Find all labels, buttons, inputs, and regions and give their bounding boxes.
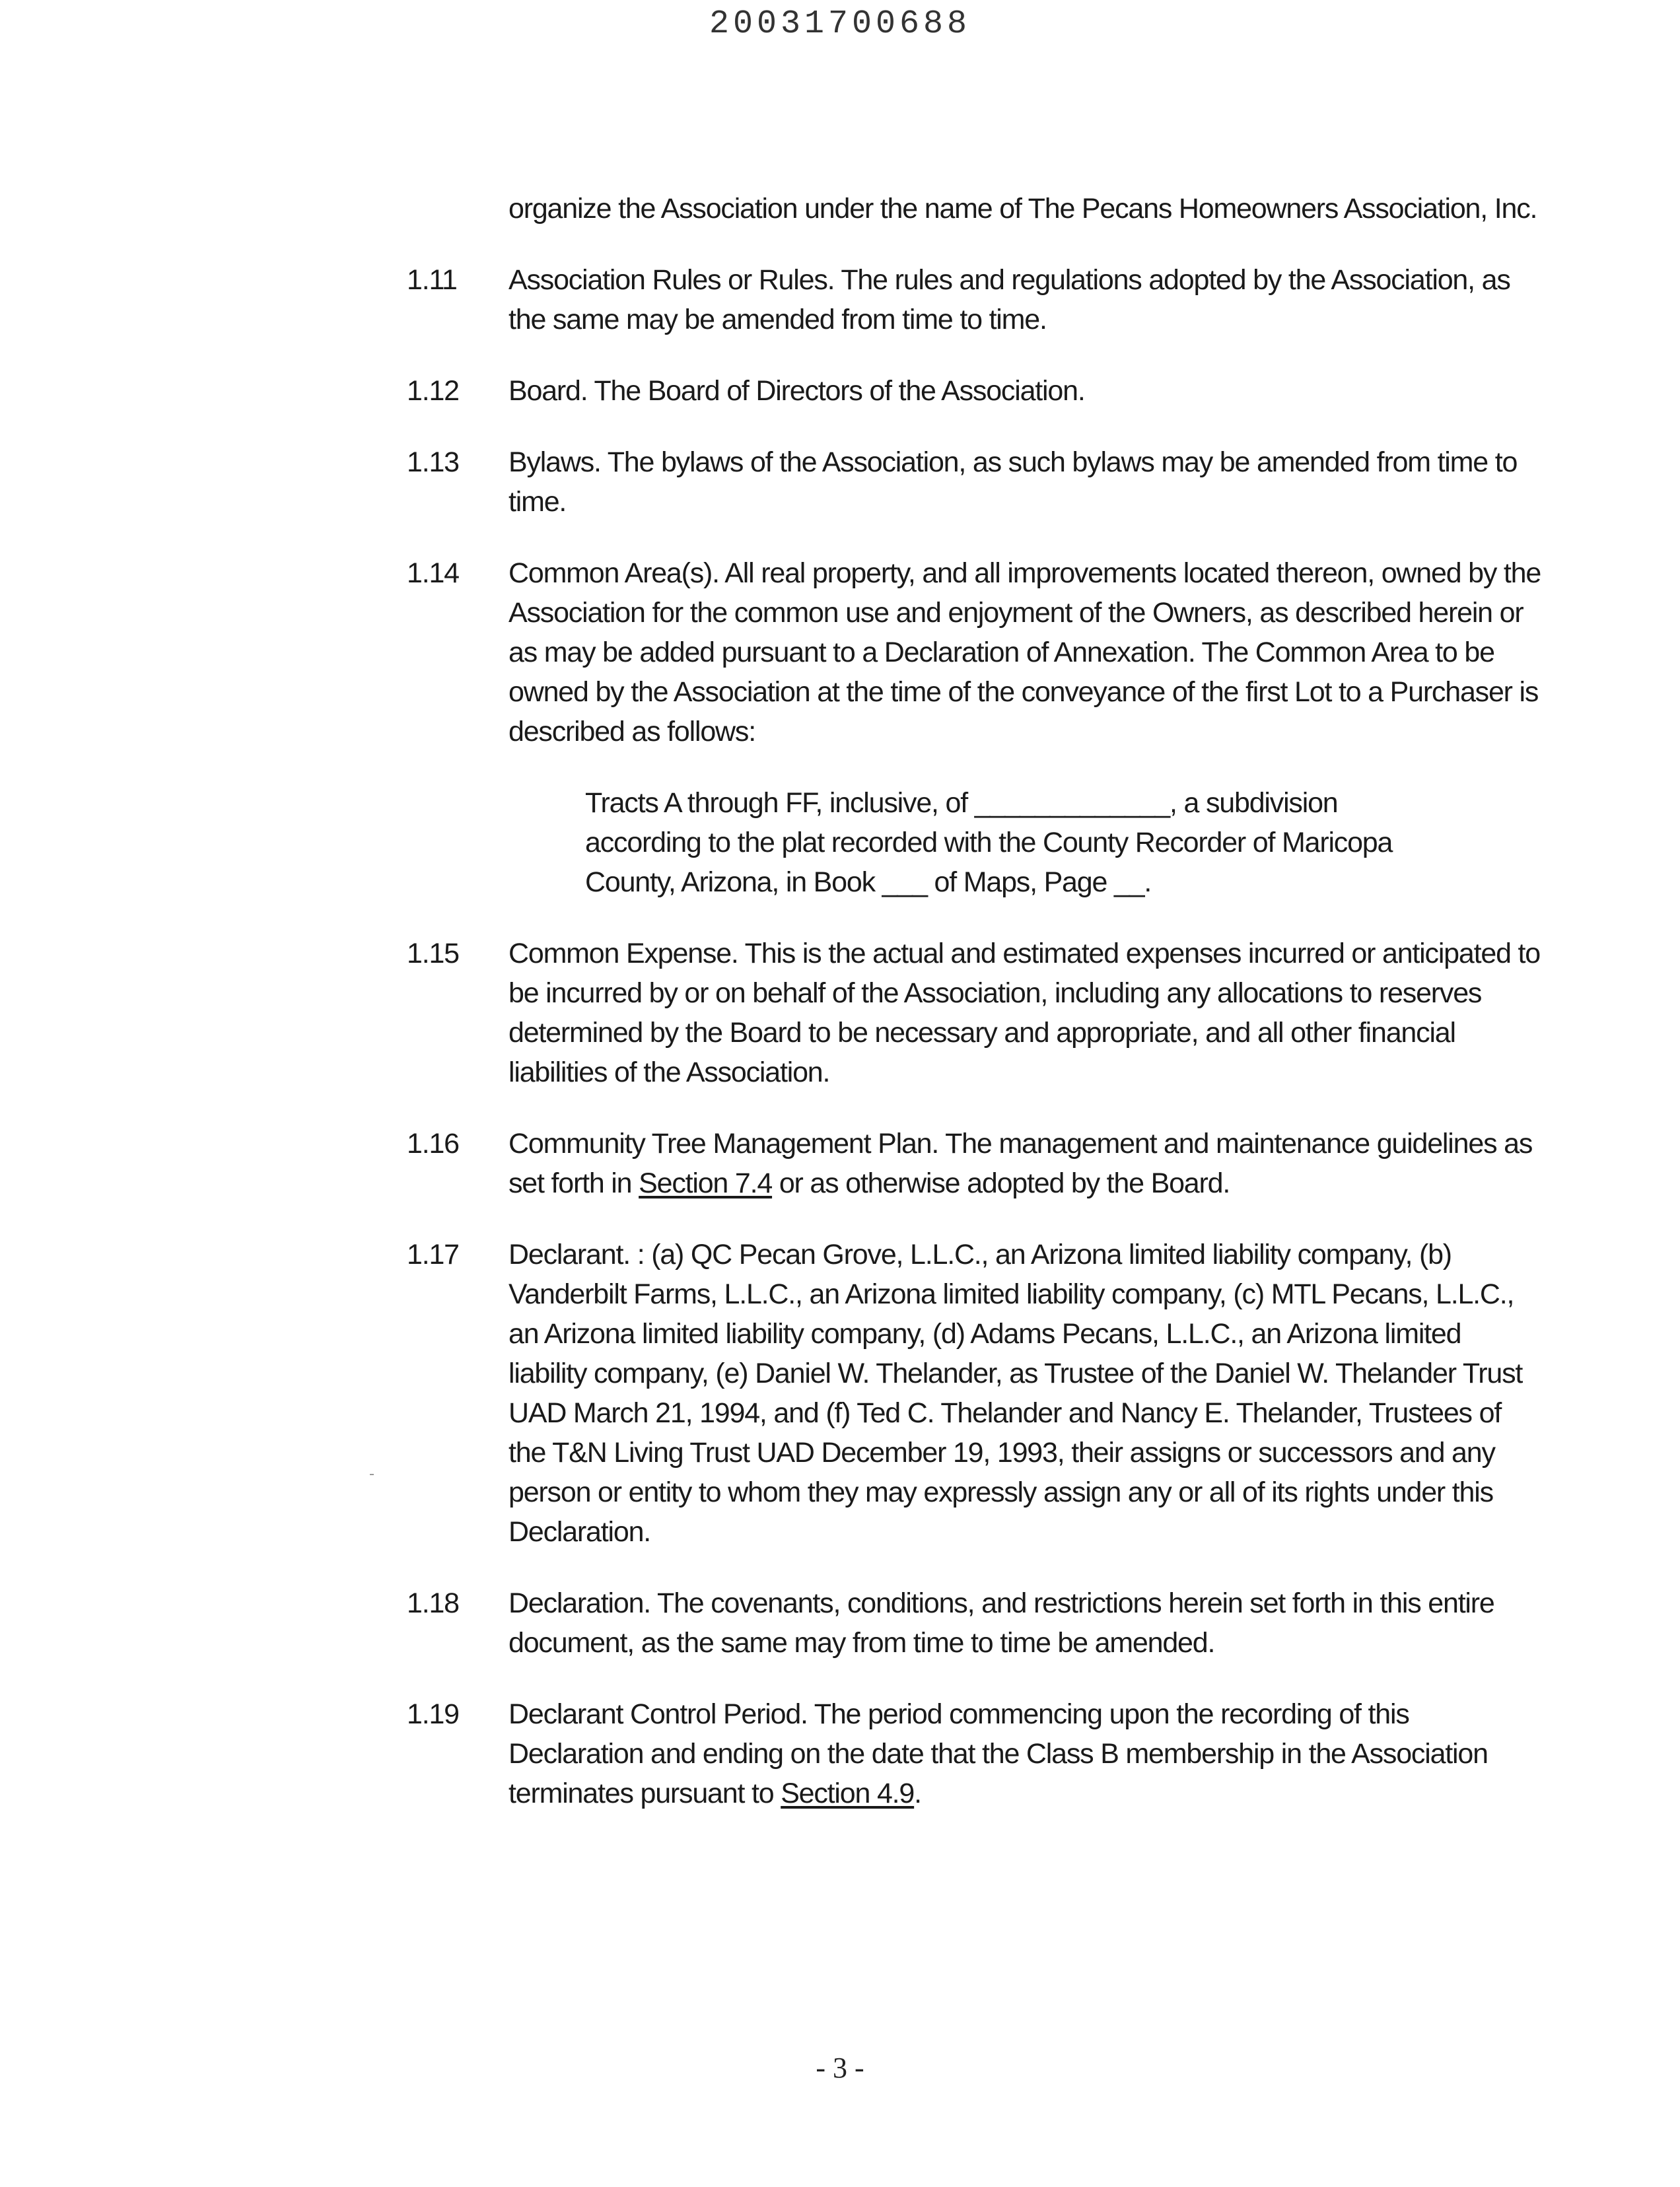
definition-text: Declarant. : (a) QC Pecan Grove, L.L.C., an Arizona limited liability company, (b) Vanderbilt Farms, L.L.C., an Arizona limited liability company, (c) MTL Pecans, L.L.C., an Arizona limited liability company, (d) Adams Pecans, L.L.C., an Arizona limited liability company, (e) Daniel W. Thelander, as Trustee of the Daniel W. Thelander Trust UAD March 21, 1994, and (f) Ted C. Thelander and Nancy E. Thelander, Trustees of the T&N Living Trust UAD December 19, 1993, their assigns or successors and any person or entity to whom they may expressly assign any or all of its rights under this Declaration. — [508, 1239, 1523, 1548]
definition-1-11 — [407, 260, 1543, 339]
definition-text-before: Community Tree Management Plan. The management and maintenance guidelines as set forth in — [508, 1128, 1533, 1199]
section-number: 1.19 — [407, 1698, 459, 1730]
definition-text: Bylaws. The bylaws of the Association, as such bylaws may be amended from time to time. — [508, 446, 1518, 518]
document-body — [407, 189, 1543, 1845]
definition-1-18 — [407, 1583, 1543, 1663]
section-number: 1.17 — [407, 1239, 459, 1270]
definition-1-17 — [407, 1235, 1543, 1552]
definition-text — [508, 1124, 1543, 1203]
section-reference-link: Section 7.4 — [639, 1167, 773, 1199]
definition-text: Declaration. The covenants, conditions, and restrictions herein set forth in this entire document, as the same may from time to time be amended. — [508, 1587, 1494, 1659]
definition-text: Common Expense. This is the actual and estimated expenses incurred or anticipated to be incurred by or on behalf of the Association, including any allocations to reserves determined by the Board to be necessary and appropriate, and all other financial liabilities of the Association. — [508, 938, 1540, 1088]
definition-text-before: Declarant Control Period. The period commencing upon the recording of this Declaration and ending on the date that the Class B membership in the Association terminates pursuant to — [508, 1698, 1488, 1809]
continuation-paragraph: organize the Association under the name of The Pecans Homeowners Association, Inc. — [508, 193, 1537, 225]
section-number: 1.16 — [407, 1128, 459, 1160]
section-number: 1.15 — [407, 938, 459, 969]
section-number: 1.13 — [407, 446, 459, 478]
definition-text-after: or as otherwise adopted by the Board. — [772, 1167, 1230, 1199]
section-number: 1.14 — [407, 557, 459, 589]
definition-1-15 — [407, 934, 1543, 1092]
definition-text: Board. The Board of Directors of the Association. — [508, 375, 1085, 407]
definition-text: Common Area(s). All real property, and all improvements located thereon, owned by the Association for the common use and enjoyment of the Owners, as described herein or as may be added pursuant to a Declaration of Annexation. The Common Area to be owned by the Association at the time of the conveyance of the first Lot to a Purchaser is described as follows: — [508, 557, 1541, 747]
definition-text-after: . — [914, 1778, 921, 1809]
definition-1-13 — [407, 442, 1543, 522]
section-number: 1.11 — [407, 264, 457, 296]
common-area-legal-description: Tracts A through FF, inclusive, of _____________, a subdivision according to the plat recorded with the County Recorder of Maricopa County, Arizona, in Book ___ of Maps, Page __. — [585, 787, 1393, 898]
definition-text — [508, 1694, 1543, 1813]
definition-1-12 — [407, 371, 1543, 411]
section-number: 1.12 — [407, 375, 459, 407]
definition-1-19 — [407, 1694, 1543, 1813]
definition-1-16 — [407, 1124, 1543, 1203]
section-number: 1.18 — [407, 1587, 459, 1619]
definition-text: Association Rules or Rules. The rules and regulations adopted by the Association, as the same may be amended from time to time. — [508, 264, 1510, 335]
page-number: - 3 - — [816, 2052, 864, 2084]
recording-number: 20031700688 — [709, 5, 971, 43]
definition-1-14 — [407, 553, 1543, 751]
scan-speck — [370, 1474, 374, 1475]
section-reference-link: Section 4.9 — [781, 1778, 915, 1809]
